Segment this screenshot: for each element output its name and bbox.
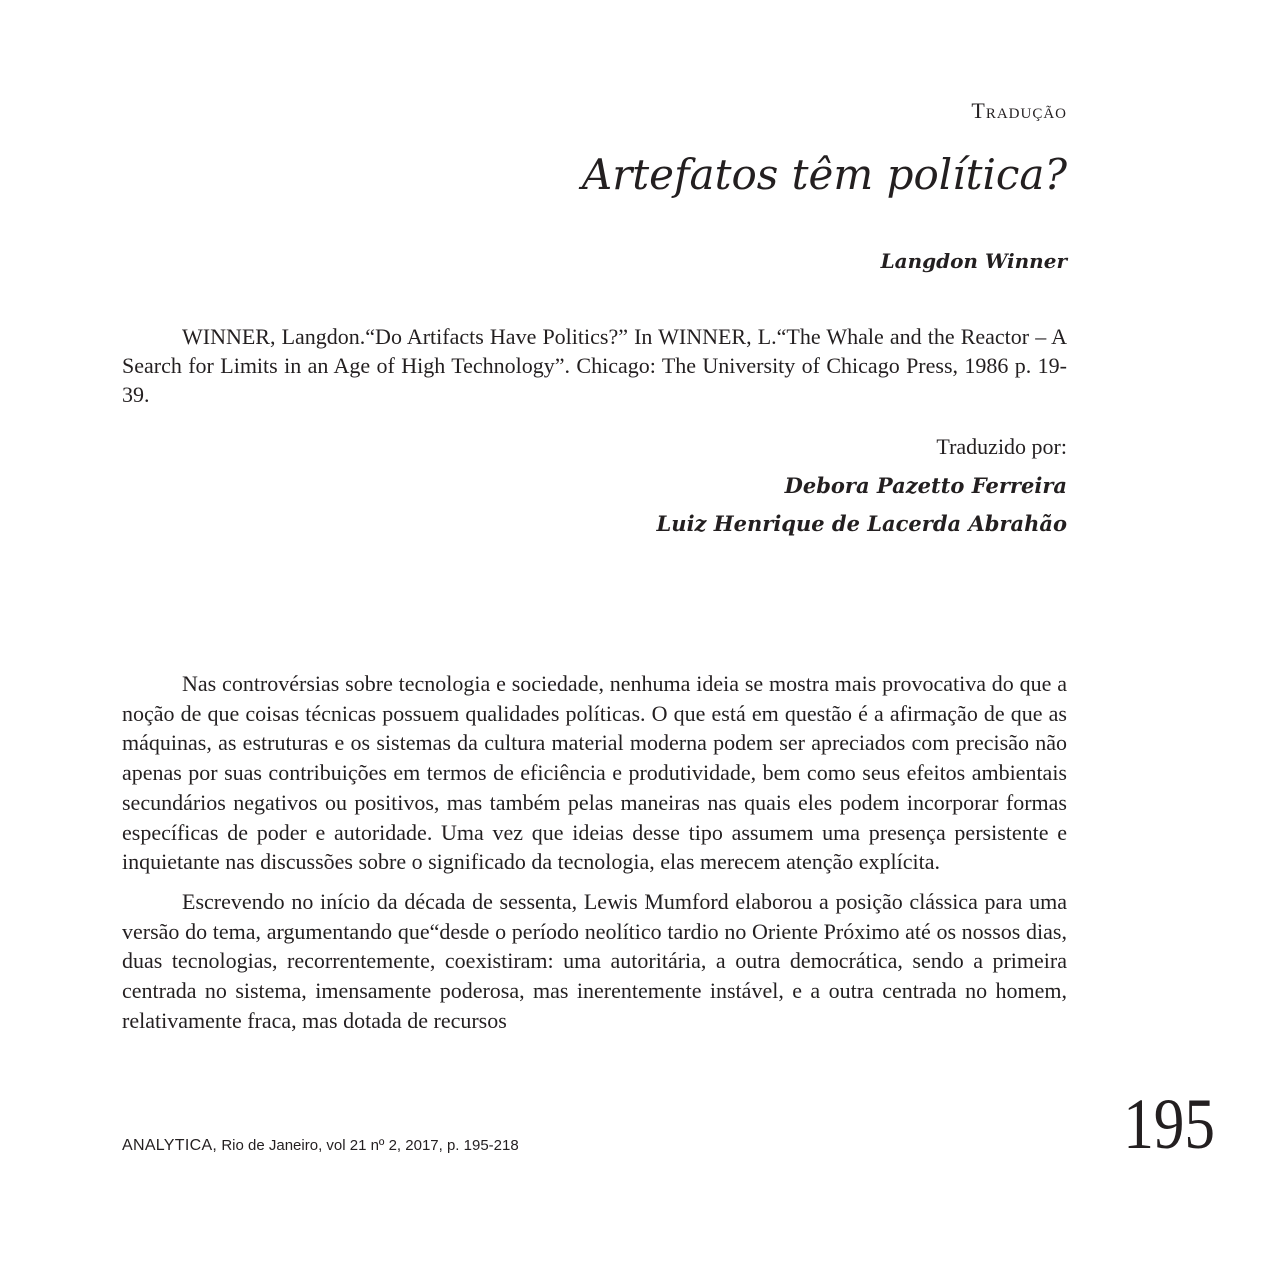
body-paragraph: Escrevendo no início da década de sessenta, Lewis Mumford elaborou a posição clássica para uma versão do tema, argumentando que“desde o período neolítico tardio no Oriente Próximo até os nossos dias, duas tecnologias, recorrentemente, coexistiram: uma autoritária, a outra democrática, sendo a primeira centrada no sistema, imensamente poderosa, mas inerentemente instável, e a outra centrada no homem, relativamente fraca, mas dotada de recursos	[122, 888, 1067, 1033]
page-number: 195	[1123, 1084, 1215, 1164]
article-body	[122, 669, 1067, 1045]
journal-issue-info: Rio de Janeiro, vol 21 nº 2, 2017, p. 195-218	[217, 1137, 519, 1154]
body-paragraph: Nas controvérsias sobre tecnologia e sociedade, nenhuma ideia se mostra mais provocativa do que a noção de que coisas técnicas possuem qualidades políticas. O que está em questão é a afirmação de que as máquinas, as estruturas e os sistemas da cultura material moderna podem ser apreciados com precisão não apenas por suas contribuições em termos de eficiência e produtividade, bem como seus efeitos ambientais secundários negativos ou positivos, mas também pelas maneiras nas quais eles podem incorporar formas específicas de poder e autoridade. Uma vez que ideias desse tipo assumem uma presença persistente e inquietante nas discussões sobre o significado da tecnologia, elas merecem atenção explícita.	[122, 671, 1067, 875]
translator-name: Debora Pazetto Ferreira	[784, 473, 1067, 498]
article-title: Artefatos têm política?	[581, 150, 1067, 199]
section-label: Tradução	[971, 98, 1067, 123]
article-author: Langdon Winner	[880, 249, 1067, 273]
journal-name: ANALYTICA,	[122, 1137, 218, 1154]
journal-citation	[122, 1137, 519, 1155]
bibliographic-reference: WINNER, Langdon.“Do Artifacts Have Politics?” In WINNER, L.“The Whale and the Reactor – A Search for Limits in an Age of High Technology”. Chicago: The University of Chicago Press, 1986 p. 19-39.	[122, 324, 1067, 407]
translator-name: Luiz Henrique de Lacerda Abrahão	[656, 511, 1067, 536]
translated-by-label: Traduzido por:	[936, 434, 1067, 459]
